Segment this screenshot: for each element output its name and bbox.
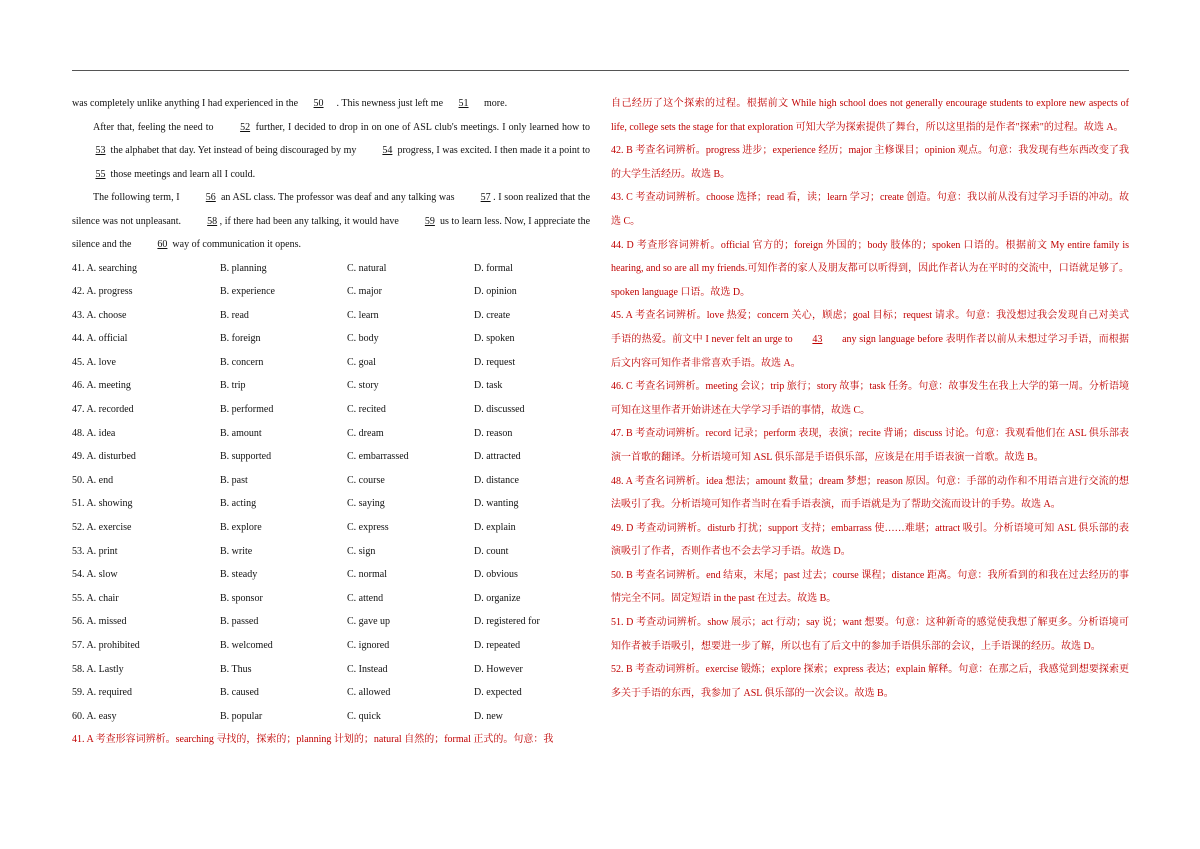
answer-text: any sign language before 表明作者以前从未想过学习手语，而根据后文内容可知作者非常喜欢手语。故选 A。 — [611, 333, 1130, 369]
left-column — [72, 92, 590, 752]
option-a: 53. A. print — [72, 545, 118, 557]
option-c: C. saying — [347, 498, 385, 510]
option-row — [72, 610, 590, 634]
option-row — [72, 658, 590, 682]
option-a: 51. A. showing — [72, 498, 133, 510]
option-c: C. goal — [347, 356, 376, 368]
option-a: 46. A. meeting — [72, 380, 131, 392]
option-c: C. quick — [347, 710, 381, 722]
passage-text: . I soon realized that the silence was not unpleasant. — [72, 192, 591, 227]
blank-59: 59 — [424, 215, 435, 227]
option-a: 42. A. progress — [72, 286, 133, 298]
option-a: 48. A. idea — [72, 427, 116, 439]
blank-55: 55 — [95, 168, 106, 180]
passage-text: an ASL class. The professor was deaf and any talking was — [220, 192, 455, 203]
option-a: 50. A. end — [72, 474, 114, 486]
option-c: C. sign — [347, 545, 376, 557]
passage-text: After that, feeling the need to — [93, 121, 214, 133]
option-row — [72, 257, 590, 281]
passage-text: . This newness just left me — [336, 98, 444, 109]
answer-51: 51. D 考查动词辨析。show 展示；act 行动；say 说；want 想要。句意：这种新奇的感觉使我想了解更多。分析语境可知作者被手语吸引，想要进一步了解，所以也有了后文中的参加手语俱乐部的会议，上手语课的经历。故选 D。 — [611, 617, 1129, 652]
answer-44: 44. D 考查形容词辨析。official 官方的；foreign 外国的；body 肢体的；spoken 口语的。根据前文 My entire family is hearing, and so are all my friends.可知作者的家人及朋友都可以听得到，因此作者认为在平时的交流中，口语就足够了。spoken language 口语。故选 D。 — [611, 239, 1129, 298]
blank-52: 52 — [240, 121, 251, 133]
option-b: B. trip — [220, 380, 246, 392]
option-d: D. new — [474, 710, 503, 722]
option-b: B. planning — [220, 262, 267, 274]
option-b: B. experience — [220, 286, 275, 298]
answer-48: 48. A 考查名词辨析。idea 想法；amount 数量；dream 梦想；reason 原因。句意：手部的动作和不用语言进行交流的想法吸引了我。分析语境可知作者当时在看手语表演，而手语就是为了帮助交流而设计的手势。故选 A。 — [611, 475, 1129, 511]
passage-text: progress, I was excited. I then made it a point to — [397, 145, 591, 156]
blank-43-ref: 43 — [812, 333, 823, 345]
option-a: 58. A. Lastly — [72, 663, 124, 675]
option-row — [72, 540, 590, 564]
passage-line-1 — [72, 92, 590, 116]
option-c: C. learn — [347, 309, 379, 321]
answer-46: 46. C 考查名词辨析。meeting 会议；trip 旅行；story 故事；task 任务。句意：故事发生在我上大学的第一周。分析语境可知在这里作者开始讲述在大学学习手语的事情，故选 C。 — [611, 381, 1129, 416]
option-d: D. attracted — [474, 451, 521, 463]
option-row — [72, 634, 590, 658]
option-row — [72, 445, 590, 469]
passage-text: more. — [484, 98, 508, 109]
option-b: B. Thus — [220, 663, 252, 675]
option-d: D. However — [474, 663, 523, 675]
option-d: D. create — [474, 309, 511, 321]
option-d: D. discussed — [474, 404, 525, 416]
option-b: B. popular — [220, 710, 263, 722]
option-row — [72, 374, 590, 398]
answer-49: 49. D 考查动词辨析。disturb 打扰；support 支持；embarrass 使……难堪；attract 吸引。分析语境可知 ASL 俱乐部的表演吸引了作者，否则作者也不会去学习手语。故选 D。 — [611, 522, 1129, 558]
blank-57: 57 — [480, 192, 491, 203]
option-b: B. past — [220, 474, 248, 486]
option-row — [72, 398, 590, 422]
option-d: D. request — [474, 356, 516, 368]
option-c: C. major — [347, 286, 382, 298]
option-a: 44. A. official — [72, 333, 128, 345]
option-d: D. reason — [474, 427, 513, 439]
option-a: 47. A. recorded — [72, 404, 134, 416]
option-b: B. foreign — [220, 333, 261, 345]
option-d: D. opinion — [474, 286, 517, 298]
option-row — [72, 422, 590, 446]
option-c: C. express — [347, 522, 389, 534]
option-a: 49. A. disturbed — [72, 451, 136, 463]
option-d: D. registered for — [474, 616, 540, 628]
option-d: D. obvious — [474, 569, 518, 581]
answer-41: 41. A 考查形容词辨析。searching 寻找的，探索的；planning 计划的；natural 自然的；formal 正式的。句意：我 — [72, 734, 554, 746]
option-d: D. spoken — [474, 333, 515, 345]
option-row — [72, 304, 590, 328]
blank-53: 53 — [95, 145, 106, 156]
option-b: B. performed — [220, 404, 274, 416]
option-row — [72, 705, 590, 729]
answer-text: 45. A 考查名词辨析。love 热爱；concern 关心，顾虑；goal 目标；request 请求。句意：我没想过我会发现自己对美式手语的热爱。前文中 I never felt an urge to — [611, 310, 1129, 345]
option-a: 54. A. slow — [72, 569, 118, 581]
option-a: 43. A. choose — [72, 309, 127, 321]
options-list — [72, 257, 590, 729]
option-c: C. attend — [347, 592, 384, 604]
blank-60: 60 — [157, 239, 168, 250]
option-row — [72, 469, 590, 493]
option-d: D. explain — [474, 522, 516, 534]
option-a: 45. A. love — [72, 356, 116, 368]
passage-text: was completely unlike anything I had experienced in the — [72, 98, 299, 109]
header-rule — [72, 70, 1129, 71]
option-c: C. Instead — [347, 663, 388, 675]
option-d: D. task — [474, 380, 503, 392]
option-b: B. read — [220, 309, 249, 321]
option-c: C. gave up — [347, 616, 391, 628]
blank-54: 54 — [382, 145, 393, 156]
option-d: D. repeated — [474, 640, 521, 651]
option-d: D. distance — [474, 474, 519, 486]
option-d: D. organize — [474, 592, 521, 604]
right-column — [611, 92, 1129, 705]
passage-text: The following term, I — [93, 192, 180, 203]
option-c: C. dream — [347, 427, 384, 439]
passage-text: us to learn less. Now, I appreciate the silence and the — [72, 215, 591, 250]
passage-text: those meetings and learn all I could. — [110, 168, 256, 180]
answer-52: 52. B 考查动词辨析。exercise 锻炼；explore 探索；express 表达；explain 解释。句意：在那之后，我感觉到想要探索更多关于手语的东西，我参加了 ASL 俱乐部的一次会议。故选 B。 — [611, 664, 1129, 699]
option-a: 55. A. chair — [72, 592, 119, 604]
answer-47: 47. B 考查动词辨析。record 记录；perform 表现，表演；recite 背诵；discuss 讨论。句意：我观看他们在 ASL 俱乐部表演一首歌的翻译。分析语境可知 ASL 俱乐部是手语俱乐部，应该是在用手语表演一首歌。故选 B。 — [611, 428, 1129, 463]
option-row — [72, 681, 590, 705]
option-d: D. count — [474, 545, 509, 557]
passage-paragraph-2 — [72, 116, 590, 187]
option-d: D. formal — [474, 262, 513, 274]
option-c: C. course — [347, 474, 385, 486]
option-row — [72, 280, 590, 304]
blank-50: 50 — [313, 98, 324, 109]
blank-51: 51 — [458, 98, 469, 109]
option-c: C. ignored — [347, 640, 390, 651]
option-b: B. passed — [220, 616, 259, 628]
option-row — [72, 351, 590, 375]
option-row — [72, 516, 590, 540]
passage-text: , if there had been any talking, it would have — [219, 215, 399, 227]
option-c: C. allowed — [347, 687, 391, 699]
option-b: B. explore — [220, 522, 262, 534]
answer-42: 42. B 考查名词辨析。progress 进步；experience 经历；major 主修课目；opinion 观点。句意：我发现有些东西改变了我的大学生活经历。故选 B。 — [611, 145, 1129, 180]
option-b: B. write — [220, 545, 253, 557]
option-a: 52. A. exercise — [72, 522, 132, 534]
answer-43: 43. C 考查动词辨析。choose 选择；read 看，读；learn 学习；create 创造。句意：我以前从没有过学习手语的冲动。故选 C。 — [611, 192, 1129, 227]
option-b: B. welcomed — [220, 640, 273, 651]
option-c: C. recited — [347, 404, 386, 416]
option-b: B. steady — [220, 569, 258, 581]
answer-45 — [611, 304, 1129, 375]
option-row — [72, 492, 590, 516]
option-a: 60. A. easy — [72, 710, 117, 722]
passage-paragraph-3 — [72, 186, 590, 257]
option-b: B. acting — [220, 498, 257, 510]
option-d: D. expected — [474, 687, 522, 699]
option-c: C. embarrassed — [347, 451, 409, 463]
option-a: 57. A. prohibited — [72, 640, 140, 651]
option-b: B. supported — [220, 451, 272, 463]
passage-text: further, I decided to drop in on one of ASL club's meetings. I only learned how to — [255, 121, 591, 133]
option-c: C. story — [347, 380, 379, 392]
passage-text: way of communication it opens. — [172, 239, 302, 250]
option-c: C. normal — [347, 569, 387, 581]
blank-58: 58 — [207, 215, 218, 227]
answer-41-continued: 自己经历了这个探索的过程。根据前文 While high school does not generally encourage students to explore new aspects of life, college sets the stage for that exploration 可知大学为探索提供了舞台，所以这里指的是作者"探索"的过程。故选 A。 — [611, 98, 1129, 133]
answer-50: 50. B 考查名词辨析。end 结束，末尾；past 过去；course 课程；distance 距离。句意：我所看到的和我在过去经历的事情完全不同。固定短语 in the past 在过去。故选 B。 — [611, 569, 1129, 605]
passage-text: the alphabet that day. Yet instead of being discouraged by my — [110, 145, 357, 156]
option-b: B. amount — [220, 427, 262, 439]
blank-56: 56 — [205, 192, 216, 203]
option-row — [72, 563, 590, 587]
option-a: 41. A. searching — [72, 262, 137, 274]
option-b: B. caused — [220, 687, 259, 699]
option-a: 56. A. missed — [72, 616, 127, 628]
option-row — [72, 327, 590, 351]
option-c: C. body — [347, 333, 379, 345]
option-b: B. sponsor — [220, 592, 263, 604]
option-row — [72, 587, 590, 611]
option-d: D. wanting — [474, 498, 519, 510]
option-a: 59. A. required — [72, 687, 132, 699]
option-b: B. concern — [220, 356, 264, 368]
option-c: C. natural — [347, 262, 387, 274]
